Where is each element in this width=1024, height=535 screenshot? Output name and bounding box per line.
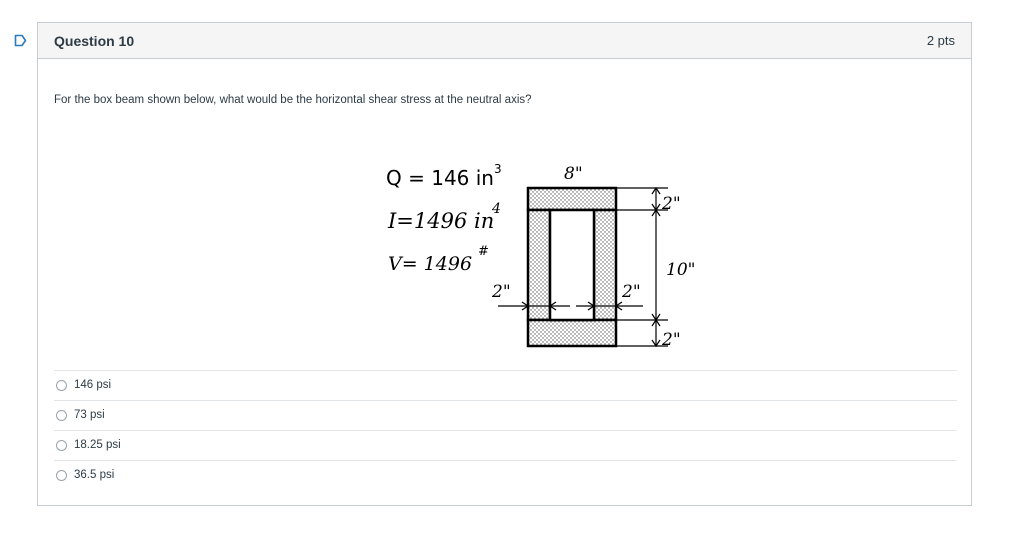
question-header [38, 23, 971, 59]
answer-label[interactable]: 146 psi [74, 379, 112, 391]
answer-radio[interactable] [56, 410, 67, 421]
question-title: Question 10 [54, 33, 135, 49]
answer-option[interactable] [54, 370, 957, 400]
answer-option[interactable] [54, 430, 957, 460]
answer-radio[interactable] [56, 470, 67, 481]
width-dim-label: 8" [564, 164, 583, 184]
answer-list [54, 370, 957, 490]
top-flange-dim-label: 2" [662, 194, 681, 214]
q-label: Q = 146 in [386, 166, 494, 190]
answer-radio[interactable] [56, 440, 67, 451]
right-wall-dim-label: 2" [622, 282, 641, 302]
i-exponent: 4 [492, 201, 501, 217]
vertical-dimensions [616, 188, 668, 346]
answer-label[interactable]: 73 psi [74, 409, 105, 421]
question-points: 2 pts [926, 33, 955, 48]
web-dim-label: 10" [666, 260, 696, 280]
box-beam-figure [338, 133, 703, 350]
answer-option[interactable] [54, 460, 957, 490]
question-text: For the box beam shown below, what would be the horizontal shear stress at the neutral axis? [54, 94, 532, 106]
flag-question-icon[interactable] [14, 34, 27, 47]
answer-option[interactable] [54, 400, 957, 430]
i-label: I=1496 in [388, 209, 495, 233]
q-exponent: 3 [494, 162, 502, 176]
answer-radio[interactable] [56, 380, 67, 391]
question-card [37, 22, 972, 506]
left-wall-dim-label: 2" [492, 282, 511, 302]
answer-label[interactable]: 18.25 psi [74, 439, 121, 451]
answer-label[interactable]: 36.5 psi [74, 469, 115, 481]
v-label: V= 1496 [388, 253, 473, 275]
bottom-flange-dim-label: 2" [662, 330, 681, 350]
beam-section [528, 188, 616, 346]
v-superscript: # [478, 244, 489, 259]
